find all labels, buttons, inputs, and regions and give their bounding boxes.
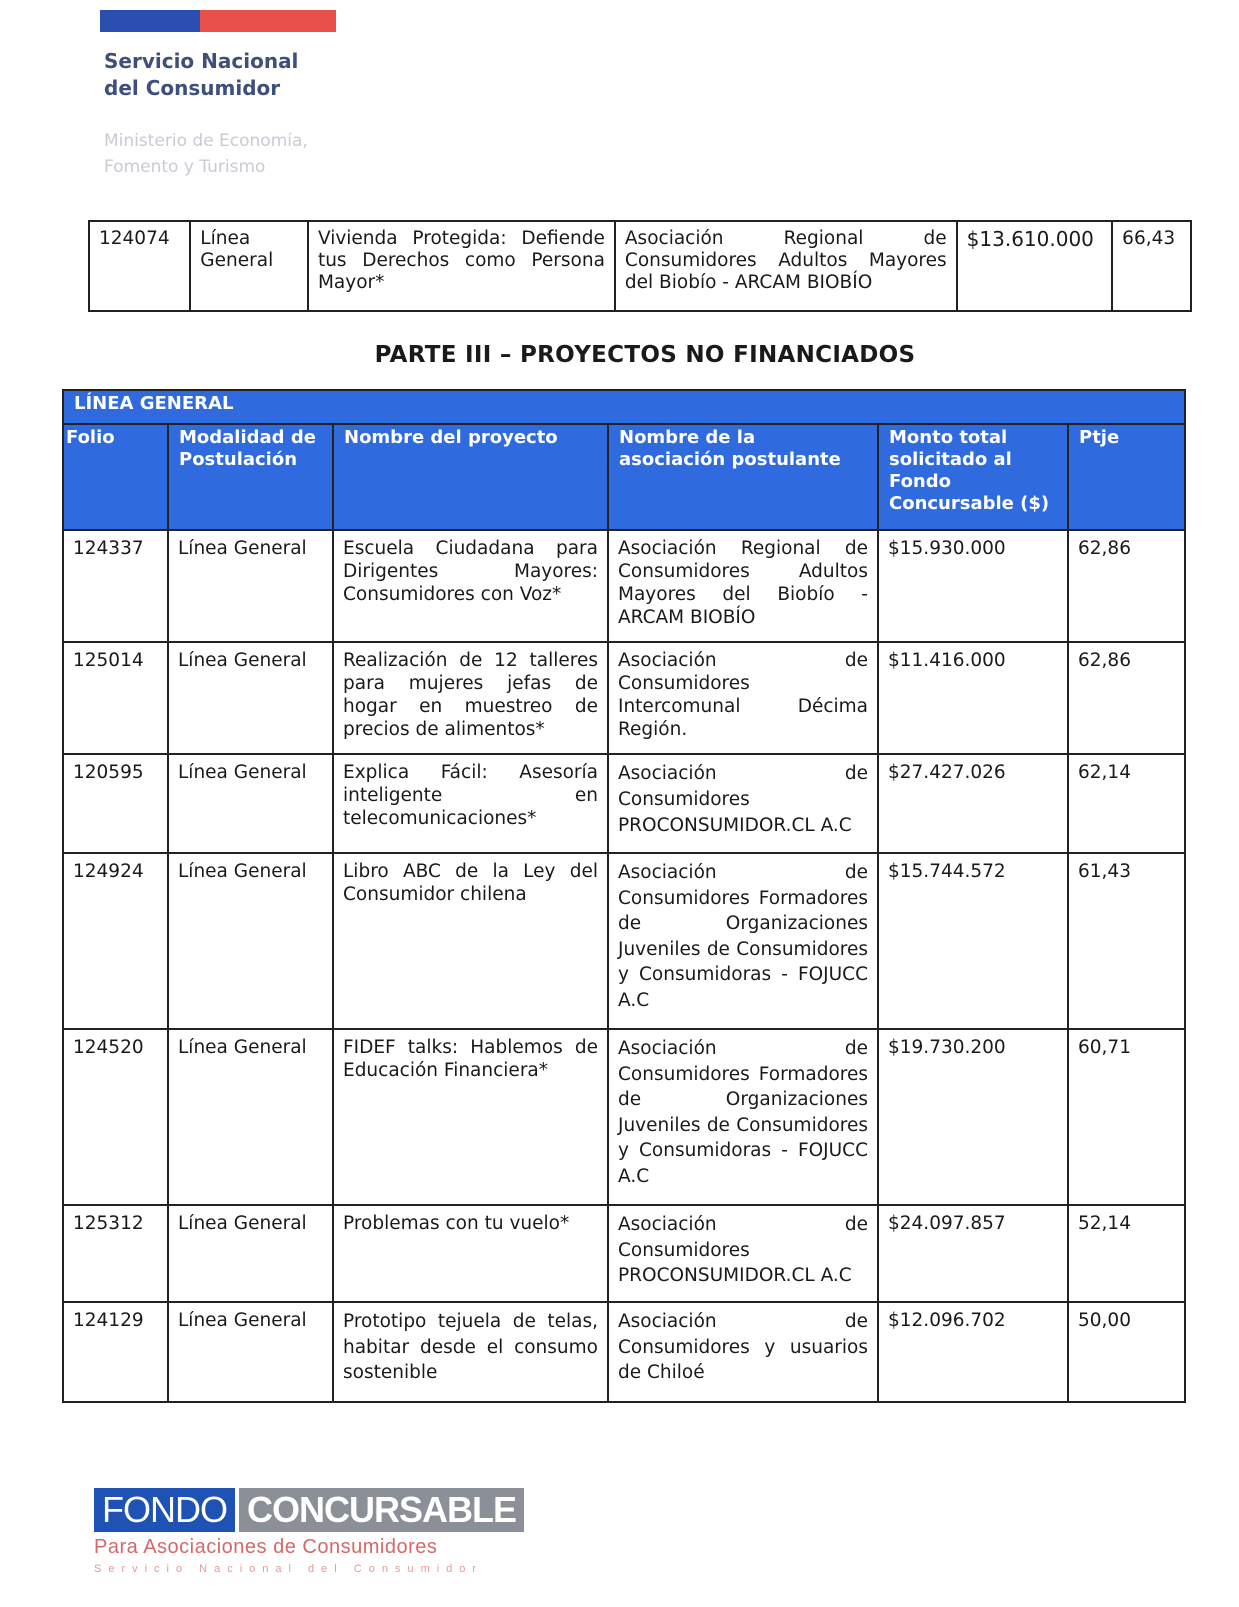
cell-folio: 124520 [63, 1029, 168, 1205]
cell-modalidad: Línea General [168, 1302, 333, 1402]
cell-ptje: 61,43 [1068, 853, 1185, 1029]
cell-monto: $11.416.000 [878, 642, 1068, 754]
cell-folio: 124924 [63, 853, 168, 1029]
cell-folio: 125014 [63, 642, 168, 754]
table-row [89, 221, 1191, 311]
ministry-name [104, 128, 308, 180]
cell-monto: $12.096.702 [878, 1302, 1068, 1402]
cell-ptje: 62,86 [1068, 530, 1185, 642]
cell-proyecto: Explica Fácil: Asesoría inteligente en telecomunicaciones* [333, 754, 608, 853]
organization-name [104, 48, 298, 102]
cell-modalidad: Línea General [168, 853, 333, 1029]
cell-modalidad: Línea General [168, 642, 333, 754]
cell-modalidad: Línea General [168, 754, 333, 853]
table-row [63, 1029, 1185, 1205]
cell-asociacion: Asociación Regional de Consumidores Adultos Mayores del Biobío - ARCAM BIOBÍO [608, 530, 878, 642]
cell-proyecto: Problemas con tu vuelo* [333, 1205, 608, 1302]
cell-ptje: 52,14 [1068, 1205, 1185, 1302]
cell-monto: $19.730.200 [878, 1029, 1068, 1205]
cell-ptje: 60,71 [1068, 1029, 1185, 1205]
cell-proyecto: FIDEF talks: Hablemos de Educación Financiera* [333, 1029, 608, 1205]
ministry-line-2: Fomento y Turismo [104, 157, 266, 177]
cell-proyecto: Libro ABC de la Ley del Consumidor chilena [333, 853, 608, 1029]
cell-asociacion: Asociación de Consumidores Formadores de Organizaciones Juveniles de Consumidores y Consumidoras - FOJUCC A.C [608, 853, 878, 1029]
cell-ptje: 62,86 [1068, 642, 1185, 754]
cell-folio: 124074 [89, 221, 190, 311]
cell-asociacion: Asociación de Consumidores y usuarios de Chiloé [608, 1302, 878, 1402]
cell-modalidad: Línea General [168, 530, 333, 642]
cell-proyecto: Prototipo tejuela de telas, habitar desde el consumo sostenible [333, 1302, 608, 1402]
cell-asociacion: Asociación de Consumidores Intercomunal Décima Región. [608, 642, 878, 754]
cell-folio: 124129 [63, 1302, 168, 1402]
logo-tagline: Servicio Nacional del Consumidor [94, 1563, 484, 1575]
flag-blue-segment [100, 10, 200, 32]
org-line-2: del Consumidor [104, 76, 281, 100]
cell-asociacion: Asociación de Consumidores PROCONSUMIDOR.CL A.C [608, 1205, 878, 1302]
cell-folio: 125312 [63, 1205, 168, 1302]
table-row [63, 642, 1185, 754]
org-line-1: Servicio Nacional [104, 49, 299, 73]
logo-word-concursable: CONCURSABLE [239, 1488, 524, 1532]
table-row [63, 1302, 1185, 1402]
table-row [63, 754, 1185, 853]
cell-ptje: 62,14 [1068, 754, 1185, 853]
government-flag-bar [100, 10, 336, 32]
header-asociacion: Nombre de la asociación postulante [608, 424, 878, 530]
logo-subtitle: Para Asociaciones de Consumidores [94, 1536, 438, 1558]
cell-ptje: 50,00 [1068, 1302, 1185, 1402]
cell-asociacion: Asociación de Consumidores PROCONSUMIDOR.CL A.C [608, 754, 878, 853]
ministry-line-1: Ministerio de Economía, [104, 131, 308, 151]
header-monto: Monto total solicitado al Fondo Concursable ($) [878, 424, 1068, 530]
cell-asociacion: Asociación de Consumidores Formadores de Organizaciones Juveniles de Consumidores y Consumidoras - FOJUCC A.C [608, 1029, 878, 1205]
table-row [63, 853, 1185, 1029]
table-header-row [63, 424, 1185, 530]
fondo-concursable-logo [94, 1488, 524, 1575]
header-ptje: Ptje [1068, 424, 1185, 530]
cell-monto: $13.610.000 [957, 221, 1113, 311]
header-proyecto: Nombre del proyecto [333, 424, 608, 530]
header-modalidad: Modalidad de Postulación [168, 424, 333, 530]
cell-proyecto: Vivienda Protegida: Defiende tus Derechos como Persona Mayor* [308, 221, 615, 311]
cell-monto: $15.930.000 [878, 530, 1068, 642]
cell-modalidad: Línea General [190, 221, 308, 311]
projects-table [62, 389, 1186, 1403]
flag-red-segment [200, 10, 336, 32]
cell-modalidad: Línea General [168, 1205, 333, 1302]
cell-monto: $15.744.572 [878, 853, 1068, 1029]
cell-folio: 120595 [63, 754, 168, 853]
cell-asociacion: Asociación Regional de Consumidores Adultos Mayores del Biobío - ARCAM BIOBÍO [615, 221, 957, 311]
cell-monto: $24.097.857 [878, 1205, 1068, 1302]
previous-table-continuation [88, 220, 1192, 312]
cell-proyecto: Escuela Ciudadana para Dirigentes Mayores: Consumidores con Voz* [333, 530, 608, 642]
cell-monto: $27.427.026 [878, 754, 1068, 853]
table-row [63, 530, 1185, 642]
header-folio: Folio [63, 424, 168, 530]
linea-general-label: LÍNEA GENERAL [63, 390, 1185, 424]
table-row [63, 1205, 1185, 1302]
section-title: PARTE III – PROYECTOS NO FINANCIADOS [374, 342, 916, 368]
cell-proyecto: Realización de 12 talleres para mujeres jefas de hogar en muestreo de precios de alimentos* [333, 642, 608, 754]
cell-modalidad: Línea General [168, 1029, 333, 1205]
logo-boxes [94, 1488, 524, 1532]
linea-general-row [63, 390, 1185, 424]
logo-word-fondo: FONDO [94, 1488, 235, 1532]
cell-ptje: 66,43 [1112, 221, 1191, 311]
cell-folio: 124337 [63, 530, 168, 642]
